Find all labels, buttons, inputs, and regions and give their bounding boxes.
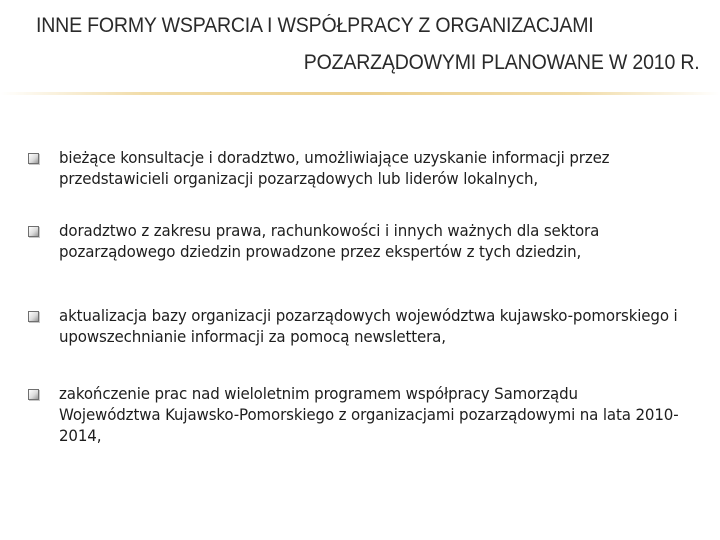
square-bullet-icon [28, 153, 39, 164]
bullet-text: zakończenie prac nad wieloletnim programem współpracy Samorządu Województwa Kujawsko-Pomorskiego z organizacjami pozarządowymi na lata 2010-2014, [59, 384, 679, 445]
bullet-item-consultations [28, 147, 708, 189]
title-line-1: INNE FORMY WSPARCIA I WSPÓŁPRACY Z ORGANIZACJAMI [36, 14, 594, 37]
square-bullet-icon [28, 389, 39, 400]
bullet-item-legal-advice [28, 220, 708, 262]
bullet-text: bieżące konsultacje i doradztwo, umożliwiające uzyskanie informacji przez przedstawicieli organizacji pozarządowych lub liderów lokalnych, [59, 148, 610, 188]
square-bullet-icon [28, 311, 39, 322]
slide-title [0, 8, 720, 88]
title-divider [0, 92, 720, 95]
bullet-list [28, 147, 708, 446]
square-bullet-icon [28, 226, 39, 237]
bullet-text: doradztwo z zakresu prawa, rachunkowości i innych ważnych dla sektora pozarządowego dziedzin prowadzone przez ekspertów z tych dziedzin, [59, 221, 600, 261]
bullet-item-database-update [28, 305, 708, 347]
bullet-item-cooperation-program [28, 383, 708, 446]
title-line-2: POZARZĄDOWYMI PLANOWANE W 2010 R. [304, 51, 700, 74]
bullet-text: aktualizacja bazy organizacji pozarządowych województwa kujawsko-pomorskiego i upowszechnianie informacji za pomocą newslettera, [59, 306, 678, 346]
